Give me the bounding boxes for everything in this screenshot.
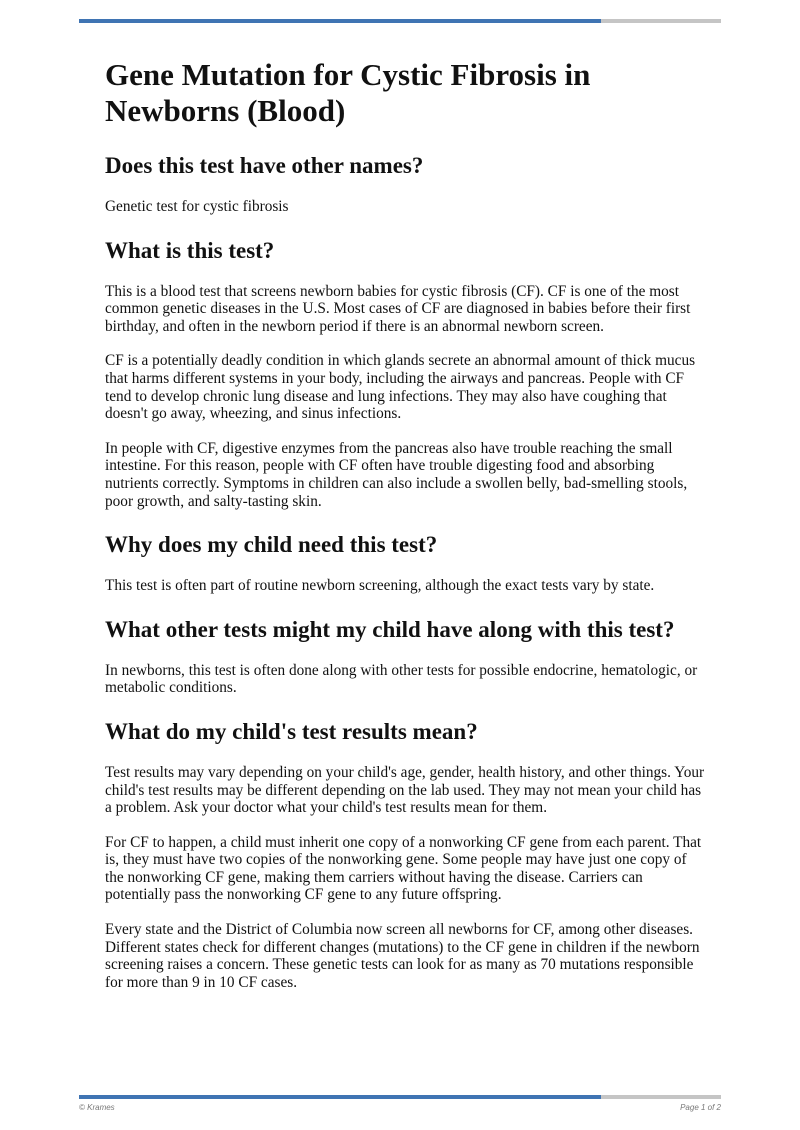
paragraph: CF is a potentially deadly condition in which glands secrete an abnormal amount of thick mucus that harms different systems in your body, including the airways and pancreas. People with CF tend to develop chronic lung disease and lung infections. They may also have coughing that doesn't go away, wheezing, and sinus infections. [105, 352, 696, 423]
footer-rule-accent [79, 1095, 601, 1099]
document-body [105, 57, 705, 1008]
paragraph: In people with CF, digestive enzymes from the pancreas also have trouble reaching the small intestine. For this reason, people with CF often have trouble digesting food and absorbing nutrients correctly. Symptoms in children can also include a swollen belly, bad-smelling stools, poor growth, and salty-tasting skin. [105, 439, 688, 510]
footer-rule-grey [601, 1095, 721, 1099]
paragraph: For CF to happen, a child must inherit one copy of a nonworking CF gene from each parent. That is, they must have two copies of the nonworking gene. Some people may have just one copy of the nonworking CF gene, making them carriers without having the disease. Carriers can potentially pass the nonworking CF gene to any future offspring. [105, 833, 702, 904]
section-other-tests [105, 615, 705, 697]
paragraph: This is a blood test that screens newborn babies for cystic fibrosis (CF). CF is one of the most common genetic diseases in the U.S. Most cases of CF are diagnosed in babies before their first birthday, and often in the newborn period if there is an abnormal newborn screen. [105, 282, 691, 335]
section-why-needed [105, 530, 705, 595]
paragraph: Genetic test for cystic fibrosis [105, 198, 289, 215]
paragraph: This test is often part of routine newborn screening, although the exact tests vary by state. [105, 577, 655, 595]
paragraph: In newborns, this test is often done along with other tests for possible endocrine, hematologic, or metabolic conditions. [105, 661, 698, 697]
section-heading: What is this test? [105, 237, 275, 263]
header-rule-accent [79, 19, 601, 23]
section-results-meaning [105, 717, 705, 992]
header-rule-grey [601, 19, 721, 23]
section-heading: Does this test have other names? [105, 153, 424, 178]
header-rule [79, 19, 721, 23]
page-footer [79, 1103, 721, 1112]
copyright-text: © Krames [79, 1103, 115, 1112]
section-heading: Why does my child need this test? [105, 532, 438, 558]
paragraph: Every state and the District of Columbia now screen all newborns for CF, among other diseases. Different states check for different changes (mutations) to the CF gene in children if the newborn screening raises a concern. These genetic tests can look for as many as 70 mutations responsible for more than 9 in 10 CF cases. [105, 921, 700, 991]
footer-rule [79, 1095, 721, 1099]
page-number: Page 1 of 2 [680, 1103, 721, 1112]
section-other-names [105, 151, 705, 216]
section-heading: What do my child's test results mean? [105, 718, 478, 744]
section-what-is-test [105, 236, 705, 511]
page-title: Gene Mutation for Cystic Fibrosis in Newborns (Blood) [105, 57, 591, 128]
paragraph: Test results may vary depending on your child's age, gender, health history, and other things. Your child's test results may be different depending on the lab used. They may not mean your child has a problem. Ask your doctor what your child's test results mean for them. [105, 763, 705, 817]
section-heading: What other tests might my child have along with this test? [105, 616, 675, 642]
